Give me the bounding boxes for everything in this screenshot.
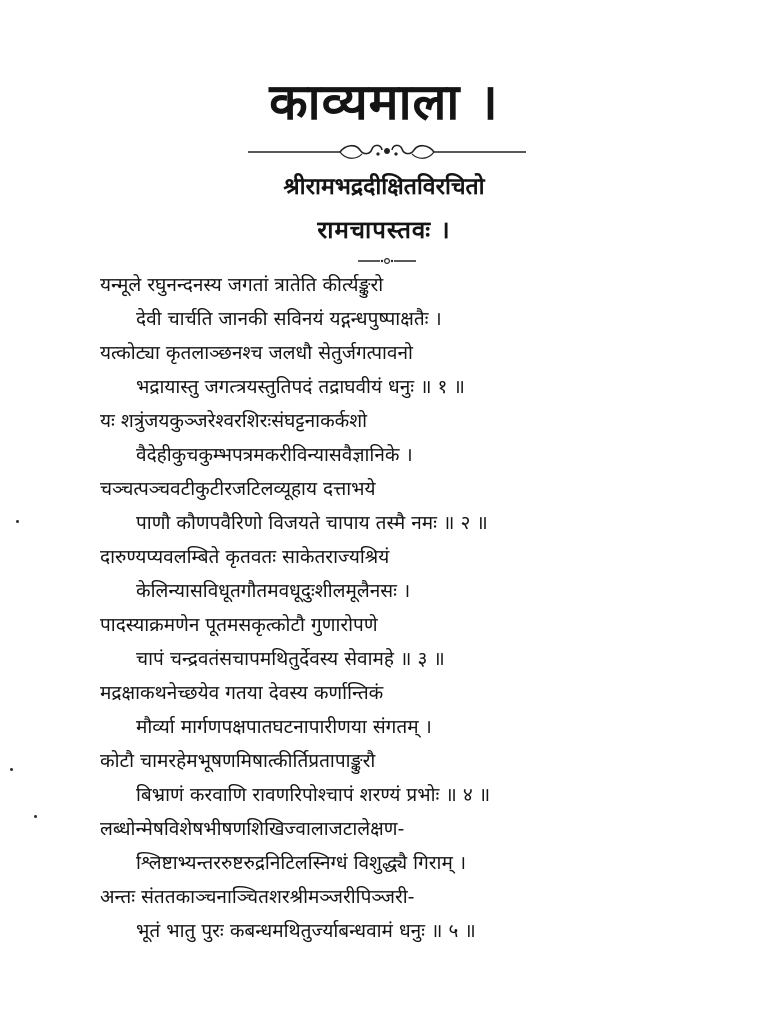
page-title: काव्यमाला । [269,73,499,131]
verse-4-line-1: मद्रक्षाकथनेच्छयेव गतया देवस्य कर्णान्तिकं [100,682,384,704]
verse-2-line-1: यः शत्रुंजयकुञ्जरेश्वरशिरःसंघट्टनाकर्कशो [100,410,368,432]
work-title: रामचापस्तवः । [317,216,451,244]
author-line: श्रीरामभद्रदीक्षितविरचितो [283,174,485,200]
verse-4-line-4: बिभ्राणं करवाणि रावणरिपोश्चापं शरण्यं प्रभोः ॥ ४ ॥ [136,784,491,806]
verse-4-line-3: कोटौ चामरहेमभूषणमिषात्कीर्तिप्रतापाङ्कुरौ [100,750,376,772]
verse-5-line-3: अन्तः संततकाञ्चनाञ्चितशरश्रीमञ्जरीपिञ्जरी- [100,886,415,908]
verse-2-line-3: चञ्चत्पञ्चवटीकुटीरजटिलव्यूहाय दत्ताभये [100,478,376,500]
verse-5-line-2: श्लिष्टाभ्यन्तररुष्टरुद्रनिटिलस्निग्धं विशुद्ध्यै गिराम् । [136,852,467,874]
verse-3-line-3: पादस्याक्रमणेन पूतमसकृत्कोटौ गुणारोपणे [100,614,378,636]
verse-4-line-2: मौर्व्या मार्गणपक्षपातघटनापारीणया संगतम् । [136,716,432,738]
verse-1-line-3: यत्कोट्या कृतलाञ्छनश्च जलधौ सेतुर्जगत्पावनो [100,342,413,364]
title-ornament [248,140,526,164]
verse-1-line-4: भद्रायास्तु जगत्त्रयस्तुतिपदं तद्राघवीयं धनुः ॥ १ ॥ [136,376,465,398]
verse-5-line-1: लब्धोन्मेषविशेषभीषणशिखिज्वालाजटालेक्षण- [100,818,405,840]
verse-2-line-4: पाणौ कौणपवैरिणो विजयते चापाय तस्मै नमः ॥ २ ॥ [136,512,488,534]
verse-5-line-4: भूतं भातु पुरः कबन्धमथितुर्ज्याबन्धवामं धनुः ॥ ५ ॥ [136,920,476,942]
verse-2-line-2: वैदेहीकुचकुम्भपत्रमकरीविन्यासवैज्ञानिके । [136,444,413,466]
verse-3-line-1: दारुण्यप्यवलम्बिते कृतवतः साकेतराज्यश्रियं [100,546,390,568]
scan-speck [10,768,13,771]
verse-3-line-2: केलिन्यासविधूतगौतमवधूदुःशीलमूलैनसः । [136,580,411,602]
verse-1-line-1: यन्मूले रघुनन्दनस्य जगतां त्रातेति कीर्त्यङ्कुरो [100,274,384,296]
section-divider [358,256,416,266]
verse-1-line-2: देवी चार्चति जानकी सविनयं यद्गन्धपुष्पाक्षतैः । [136,308,442,330]
verse-3-line-4: चापं चन्द्रवतंसचापमथितुर्देवस्य सेवामहे ॥ ३ ॥ [136,648,445,670]
scan-speck [16,520,19,523]
scan-speck [34,815,37,818]
